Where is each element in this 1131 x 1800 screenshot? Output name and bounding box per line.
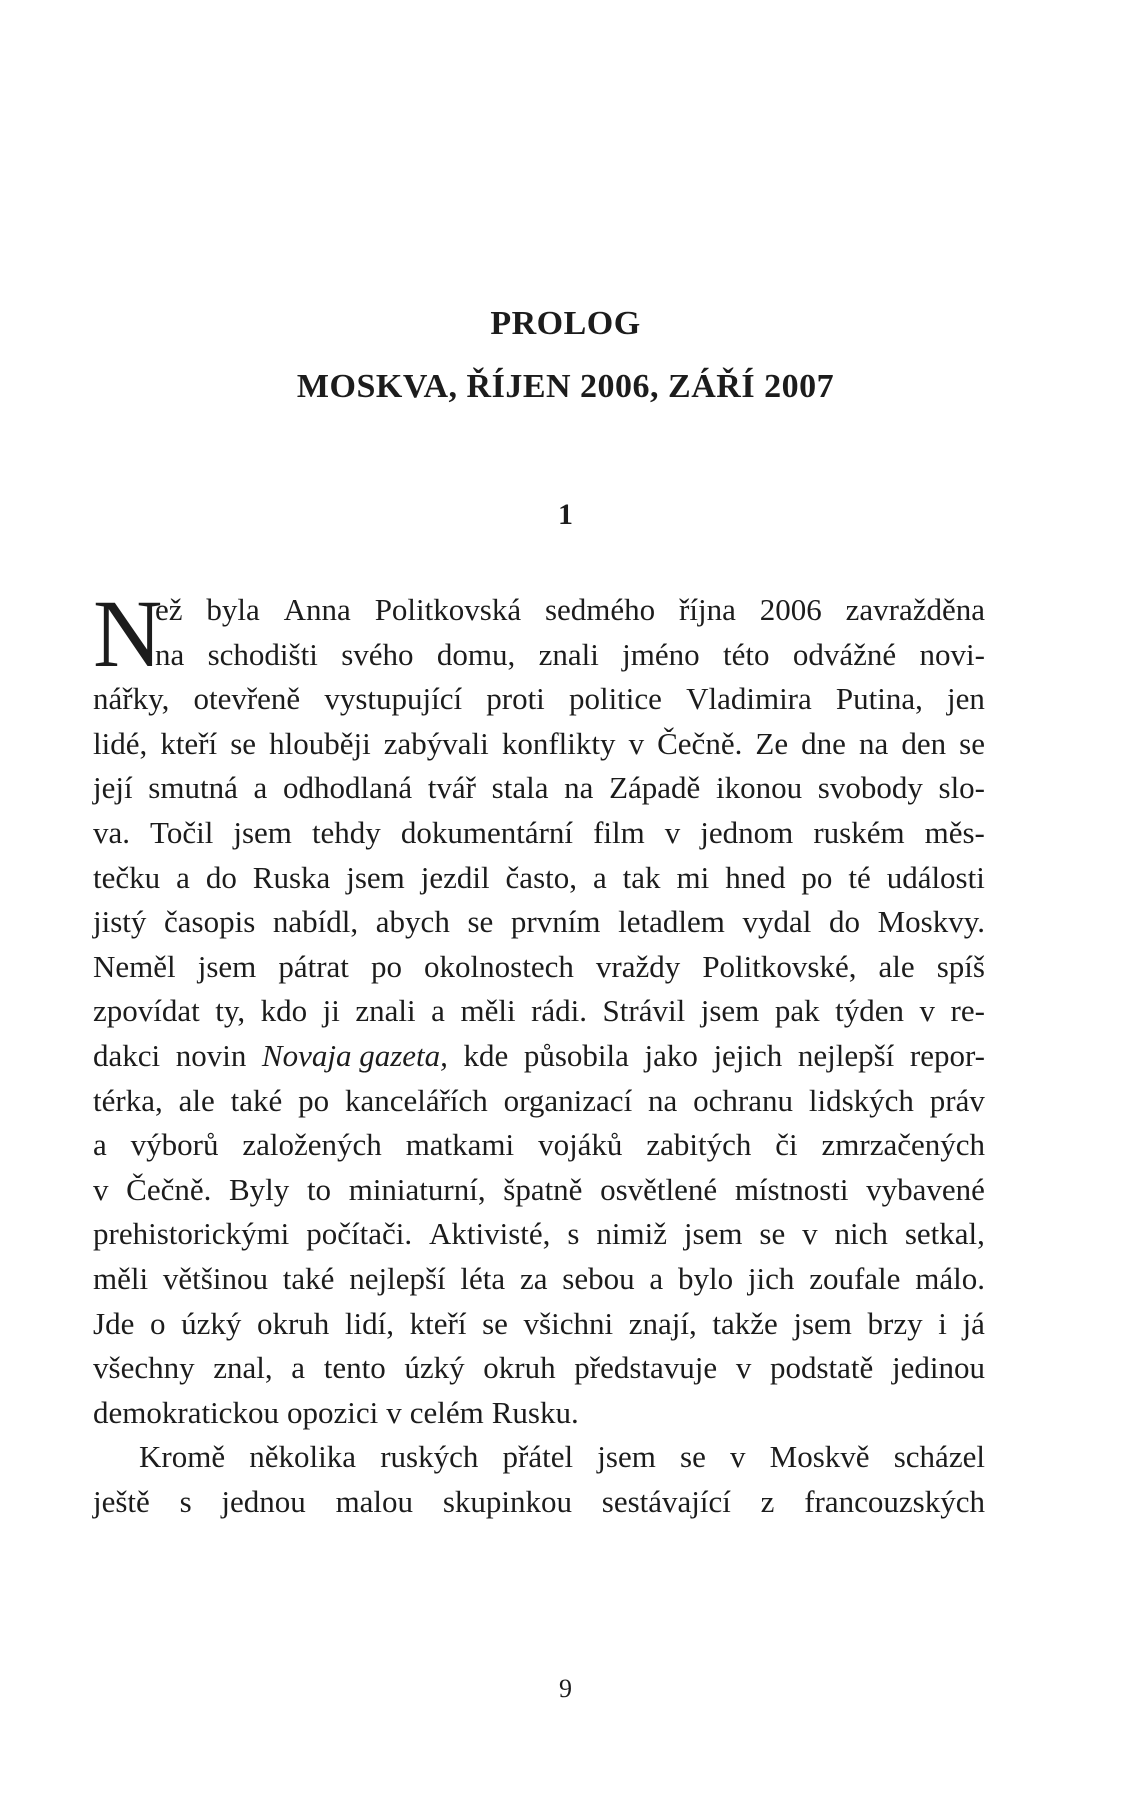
word: kdo <box>260 993 308 1029</box>
word: v <box>386 1394 402 1430</box>
word: lidé, <box>93 725 148 761</box>
word: proti <box>486 681 545 717</box>
word: jako <box>644 1037 698 1073</box>
word: a <box>93 1127 107 1163</box>
word: Čečně. <box>657 725 743 761</box>
word: Ruska <box>252 859 331 895</box>
word: vybavené <box>866 1171 985 1207</box>
word: dokumentární <box>400 814 574 850</box>
word: otevřeně <box>193 681 301 717</box>
word: té <box>848 859 871 895</box>
text-line <box>93 1034 985 1079</box>
word: bylo <box>677 1260 734 1296</box>
word: Anna <box>283 592 351 627</box>
word: Politkovská <box>374 592 522 627</box>
word: politice <box>568 681 662 717</box>
word: tento <box>323 1350 386 1386</box>
word: všichni <box>523 1305 614 1341</box>
text-line <box>93 811 985 856</box>
word: a <box>291 1350 306 1386</box>
word: se <box>759 1216 786 1252</box>
word: ež <box>155 592 183 627</box>
word: znali <box>355 993 416 1029</box>
word: dne <box>801 725 846 761</box>
word: spíš <box>936 948 985 984</box>
word: do <box>205 859 237 895</box>
word: re- <box>950 993 985 1029</box>
word: vydal <box>742 904 812 940</box>
word: Moskvě <box>769 1439 870 1475</box>
word: jsem <box>597 1439 656 1475</box>
word: okruh <box>483 1350 556 1386</box>
word: podstatě <box>769 1350 874 1386</box>
word: tak <box>622 859 661 895</box>
word: v <box>919 993 935 1029</box>
word: Moskvy. <box>877 904 985 940</box>
word: jsem <box>793 1305 852 1341</box>
word: va. <box>93 814 131 850</box>
word: odvážné <box>792 636 897 672</box>
word: v <box>93 1171 109 1207</box>
word: většinou <box>162 1260 268 1296</box>
word: léta <box>460 1260 506 1296</box>
word: jsem <box>197 948 257 984</box>
word: opozici <box>286 1394 379 1430</box>
word: ochranu <box>693 1082 794 1118</box>
page-number: 9 <box>559 1674 572 1703</box>
word: října <box>679 592 736 627</box>
word: nejlepší <box>349 1260 446 1296</box>
word: události <box>886 859 985 895</box>
word: ale <box>878 948 915 984</box>
word: setkal, <box>904 1216 985 1252</box>
word: to <box>306 1171 332 1207</box>
text-line <box>93 900 985 945</box>
word: působila <box>523 1037 629 1073</box>
text-line <box>93 633 985 678</box>
word: všechny <box>93 1350 195 1386</box>
word: ruském <box>813 814 905 850</box>
word: svého <box>341 636 414 672</box>
word: jsem <box>700 993 760 1029</box>
word: zavražděna <box>845 592 985 627</box>
word: kde <box>463 1037 509 1073</box>
chapter-number: 1 <box>558 498 573 531</box>
word: Západě <box>609 770 701 806</box>
word: térka, <box>93 1082 163 1118</box>
word: s <box>179 1483 192 1519</box>
word: se <box>230 725 257 761</box>
word: den <box>901 725 947 761</box>
word: její <box>93 770 133 806</box>
word: pak <box>774 993 820 1029</box>
word: vystupující <box>324 681 463 717</box>
word: skupinkou <box>442 1483 573 1519</box>
word: místnosti <box>734 1171 849 1207</box>
word: domu, <box>436 636 516 672</box>
word: mi <box>676 859 710 895</box>
word: Strávil <box>602 993 686 1029</box>
text-line <box>93 722 985 767</box>
word: tehdy <box>311 814 381 850</box>
word: nářky, <box>93 681 170 717</box>
word: úzký <box>181 1305 242 1341</box>
word: repor- <box>909 1037 985 1073</box>
word: svobody <box>817 770 923 806</box>
word: francouzských <box>804 1483 985 1519</box>
word: v <box>735 1350 752 1386</box>
word: okruh <box>256 1305 330 1341</box>
word: sestávající <box>601 1483 731 1519</box>
word: lidských <box>808 1082 914 1118</box>
word: jen <box>947 681 985 717</box>
word: také <box>282 1260 335 1296</box>
word: organizací <box>503 1082 633 1118</box>
text-line <box>93 1346 985 1391</box>
word: přátel <box>502 1439 574 1475</box>
word: do <box>828 904 860 940</box>
word: jejich <box>713 1037 783 1073</box>
word: kteří <box>160 725 218 761</box>
word: časopis <box>164 904 256 940</box>
word: tvář <box>427 770 476 806</box>
word: nimiž <box>596 1216 667 1252</box>
word: v <box>730 1439 746 1475</box>
word: sebou <box>562 1260 635 1296</box>
word: úzký <box>404 1350 465 1386</box>
word: se <box>959 725 985 761</box>
text-line <box>93 989 985 1034</box>
word: já <box>962 1305 985 1341</box>
word: znají, <box>628 1305 697 1341</box>
word: na <box>648 1082 678 1118</box>
word: okolnostech <box>424 948 574 984</box>
word: vraždy <box>595 948 681 984</box>
word: Vladimira <box>686 681 812 717</box>
word: jednom <box>700 814 794 850</box>
word: celém <box>409 1394 484 1430</box>
word: této <box>723 636 770 672</box>
word: takže <box>712 1305 778 1341</box>
word: nejlepší <box>797 1037 895 1073</box>
body-text <box>93 580 985 1524</box>
word: slo- <box>938 770 985 806</box>
word: znali <box>538 636 599 672</box>
word: ale <box>178 1082 215 1118</box>
word: 2006 <box>759 592 822 627</box>
word: byla <box>206 592 260 627</box>
word: zabitých <box>646 1127 752 1163</box>
word: týden <box>835 993 904 1029</box>
word: a <box>176 859 190 895</box>
text-line <box>93 1435 985 1480</box>
word: Putina, <box>835 681 923 717</box>
text-line <box>93 945 985 990</box>
word: abych <box>375 904 450 940</box>
word: za <box>519 1260 548 1296</box>
word: ikonou <box>715 770 803 806</box>
word: Čečně. <box>126 1171 212 1207</box>
word: o <box>149 1305 166 1341</box>
word: nabídl, <box>272 904 359 940</box>
word: Rusku. <box>491 1394 579 1430</box>
word: měli <box>460 993 516 1029</box>
text-line <box>93 1302 985 1347</box>
word: kteří <box>409 1305 467 1341</box>
word: měs- <box>924 814 985 850</box>
word: v <box>664 814 681 850</box>
word: počítači. <box>306 1216 413 1252</box>
word: matkami <box>405 1127 515 1163</box>
drop-cap: N <box>93 580 163 687</box>
word: se <box>482 1305 508 1341</box>
text-line <box>93 1168 985 1213</box>
word: dakci <box>93 1037 161 1073</box>
text-line <box>93 1079 985 1124</box>
word: a <box>253 770 268 806</box>
word: na <box>564 770 594 806</box>
word: tečku <box>93 859 161 895</box>
word: Novaja gazeta, <box>261 1037 448 1073</box>
word: lidí, <box>344 1305 395 1341</box>
word: na <box>859 725 889 761</box>
text-line <box>93 1123 985 1168</box>
word: na <box>155 636 185 672</box>
word: po <box>370 948 402 984</box>
word: hlouběji <box>269 725 371 761</box>
word: Ze <box>755 725 789 761</box>
word: smutná <box>148 770 238 806</box>
word: pátrat <box>278 948 349 984</box>
word: Točil <box>150 814 214 850</box>
word: stala <box>491 770 549 806</box>
word: rádi. <box>531 993 588 1029</box>
text-lines <box>93 580 985 1524</box>
word: sedmého <box>544 592 656 627</box>
word: jsem <box>683 1216 743 1252</box>
word: hned <box>725 859 786 895</box>
word: Neměl <box>93 948 176 984</box>
word: jedinou <box>891 1350 985 1386</box>
word: a <box>649 1260 664 1296</box>
text-line <box>93 1480 985 1525</box>
word: v <box>802 1216 818 1252</box>
section-title: PROLOG <box>490 305 641 342</box>
word: a <box>592 859 607 895</box>
word: jméno <box>622 636 700 672</box>
word: také <box>230 1082 283 1118</box>
word: konflikty <box>501 725 616 761</box>
word: po <box>298 1082 330 1118</box>
word: z <box>760 1483 775 1519</box>
word: či <box>775 1127 798 1163</box>
word: Kromě <box>139 1439 226 1475</box>
word: zmrzačených <box>821 1127 985 1163</box>
word: jednou <box>221 1483 306 1519</box>
word: prvním <box>510 904 601 940</box>
word: ještě <box>93 1483 150 1519</box>
word: odhodlaná <box>282 770 413 806</box>
word: jezdil <box>420 859 490 895</box>
word: ji <box>322 993 340 1029</box>
word: scházel <box>893 1439 985 1475</box>
word: s <box>567 1216 580 1252</box>
text-line <box>93 1257 985 1302</box>
word: představuje <box>574 1350 718 1386</box>
word: miniaturní, <box>348 1171 486 1207</box>
word: jsem <box>346 859 405 895</box>
word: malou <box>335 1483 414 1519</box>
word: demokratickou <box>93 1394 279 1430</box>
word: po <box>801 859 833 895</box>
word: měli <box>93 1260 149 1296</box>
word: založených <box>242 1127 382 1163</box>
word: a <box>431 993 445 1029</box>
word: jich <box>747 1260 795 1296</box>
word: novi- <box>919 636 985 672</box>
word: kancelářích <box>344 1082 488 1118</box>
word: několika <box>249 1439 357 1475</box>
word: práv <box>929 1082 985 1118</box>
word: zoufale <box>809 1260 901 1296</box>
word: novin <box>175 1037 247 1073</box>
word: zabývali <box>383 725 489 761</box>
word: často, <box>505 859 577 895</box>
text-line <box>93 1212 985 1257</box>
word: nich <box>834 1216 888 1252</box>
word: znal, <box>213 1350 273 1386</box>
word: i <box>938 1305 947 1341</box>
word: zpovídat <box>93 993 200 1029</box>
word: Politkovské, <box>702 948 857 984</box>
word: ty, <box>215 993 246 1029</box>
word: schodišti <box>207 636 318 672</box>
word: letadlem <box>618 904 725 940</box>
word: se <box>467 904 494 940</box>
word: film <box>593 814 645 850</box>
word: jistý <box>93 904 147 940</box>
word: prehistorickými <box>93 1216 290 1252</box>
word: brzy <box>867 1305 923 1341</box>
word: vojáků <box>538 1127 623 1163</box>
text-line <box>93 856 985 901</box>
text-line <box>93 1391 985 1436</box>
text-line <box>93 766 985 811</box>
word: se <box>680 1439 706 1475</box>
word: jsem <box>233 814 292 850</box>
word: málo. <box>915 1260 985 1296</box>
word: Jde <box>93 1305 135 1341</box>
word: výborů <box>130 1127 219 1163</box>
word: Byly <box>229 1171 290 1207</box>
word: ruských <box>380 1439 479 1475</box>
word: Aktivisté, <box>429 1216 551 1252</box>
word: v <box>628 725 645 761</box>
section-subtitle: MOSKVA, ŘÍJEN 2006, ZÁŘÍ 2007 <box>296 368 835 405</box>
text-line <box>93 588 985 633</box>
word: špatně <box>503 1171 583 1207</box>
word: osvětlené <box>600 1171 718 1207</box>
text-line <box>93 677 985 722</box>
